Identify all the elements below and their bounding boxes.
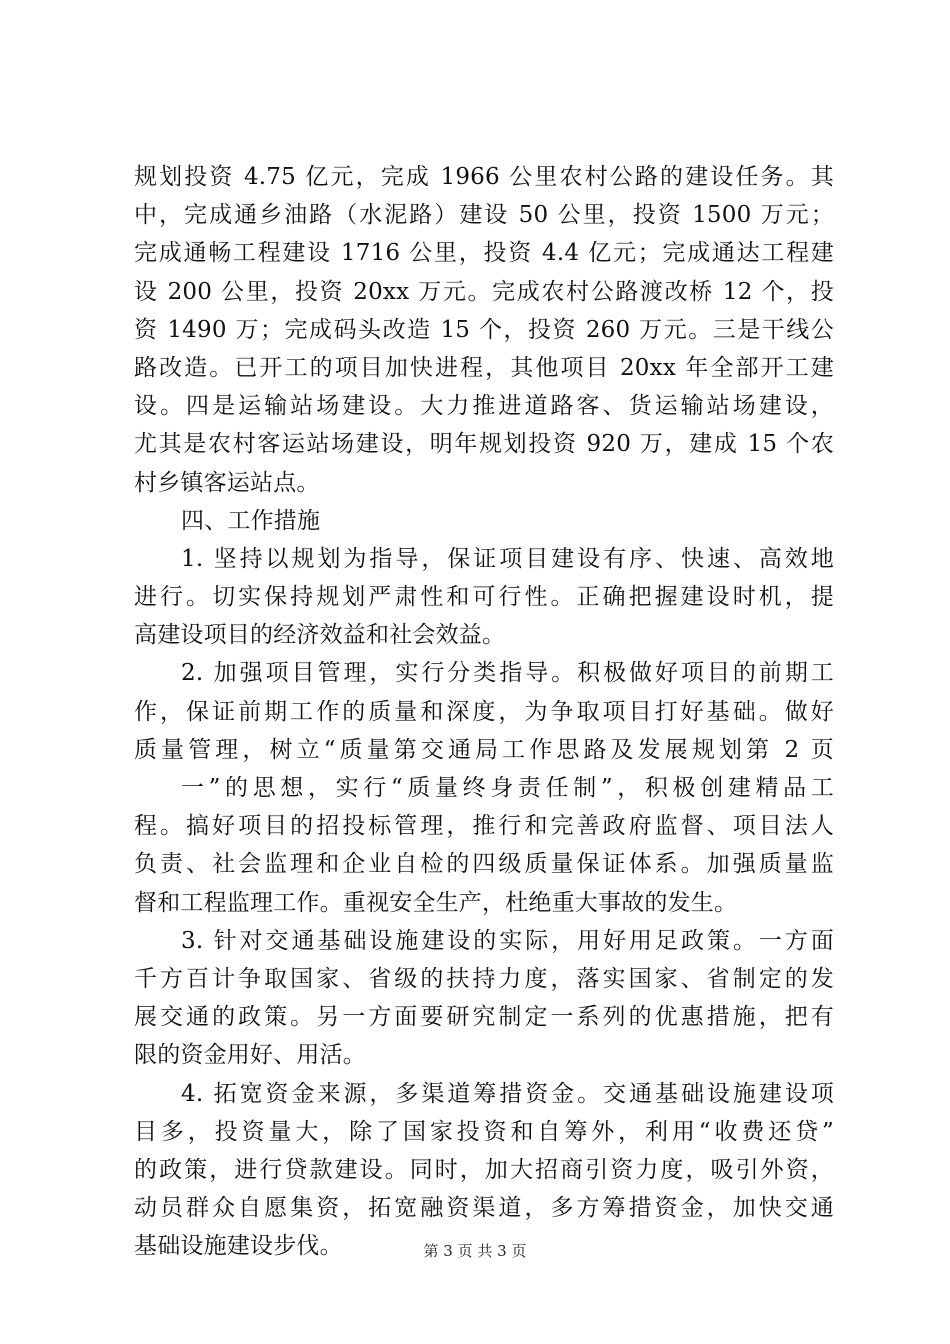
text-line: 村乡镇客运站点。 xyxy=(134,469,320,496)
text-line: 动员群众自愿集资，拓宽融资渠道，多方筹措资金，加快交通 xyxy=(134,1195,834,1222)
text-line: 设。四是运输站场建设。大力推进道路客、货运输站场建设， xyxy=(134,393,834,420)
document-body xyxy=(134,158,834,1265)
text-line: 一”的思想，实行“质量终身责任制”，积极创建精品工 xyxy=(181,775,834,801)
text-line: 路改造。已开工的项目加快进程，其他项目 20xx 年全部开工建 xyxy=(134,354,834,381)
text-line: 负责、社会监理和企业自检的四级质量保证体系。加强质量监 xyxy=(134,851,834,878)
section-heading: 四、工作措施 xyxy=(181,507,321,534)
text-line: 督和工程监理工作。重视安全生产，杜绝重大事故的发生。 xyxy=(134,889,738,916)
page-footer: 第 3 页 共 3 页 xyxy=(423,1242,527,1260)
text-line: 目多，投资量大，除了国家投资和自筹外，利用“收费还贷” xyxy=(134,1118,834,1145)
text-line: 作，保证前期工作的质量和深度，为争取项目打好基础。做好 xyxy=(134,698,834,725)
text-line: 完成通畅工程建设 1716 公里，投资 4.4 亿元；完成通达工程建 xyxy=(134,240,834,267)
text-line: 设 200 公里，投资 20xx 万元。完成农村公路渡改桥 12 个，投 xyxy=(134,278,834,305)
text-line: 千方百计争取国家、省级的扶持力度，落实国家、省制定的发 xyxy=(134,965,834,992)
text-line: 质量管理，树立“质量第交通局工作思路及发展规划第 2 页 xyxy=(134,736,834,763)
text-line: 程。搞好项目的招投标管理，推行和完善政府监督、项目法人 xyxy=(134,813,834,840)
text-line: 1. 坚持以规划为指导，保证项目建设有序、快速、高效地 xyxy=(181,545,834,572)
text-line: 展交通的政策。另一方面要研究制定一系列的优惠措施，把有 xyxy=(134,1004,834,1031)
text-line: 的政策，进行贷款建设。同时，加大招商引资力度，吸引外资， xyxy=(134,1156,834,1183)
text-line: 限的资金用好、用活。 xyxy=(134,1042,366,1069)
text-line: 尤其是农村客运站场建设，明年规划投资 920 万，建成 15 个农 xyxy=(134,431,834,458)
text-line: 2. 加强项目管理，实行分类指导。积极做好项目的前期工 xyxy=(181,660,834,687)
text-line: 基础设施建设步伐。 xyxy=(134,1233,343,1260)
text-line: 4. 拓宽资金来源，多渠道筹措资金。交通基础设施建设项 xyxy=(181,1080,834,1107)
text-line: 进行。切实保持规划严肃性和可行性。正确把握建设时机，提 xyxy=(134,584,834,611)
text-line: 资 1490 万；完成码头改造 15 个，投资 260 万元。三是干线公 xyxy=(134,316,834,343)
text-line: 中，完成通乡油路（水泥路）建设 50 公里，投资 1500 万元； xyxy=(134,202,834,229)
text-line: 规划投资 4.75 亿元，完成 1966 公里农村公路的建设任务。其 xyxy=(134,164,834,190)
text-line: 3. 针对交通基础设施建设的实际，用好用足政策。一方面 xyxy=(181,927,834,954)
text-line: 高建设项目的经济效益和社会效益。 xyxy=(134,622,506,649)
